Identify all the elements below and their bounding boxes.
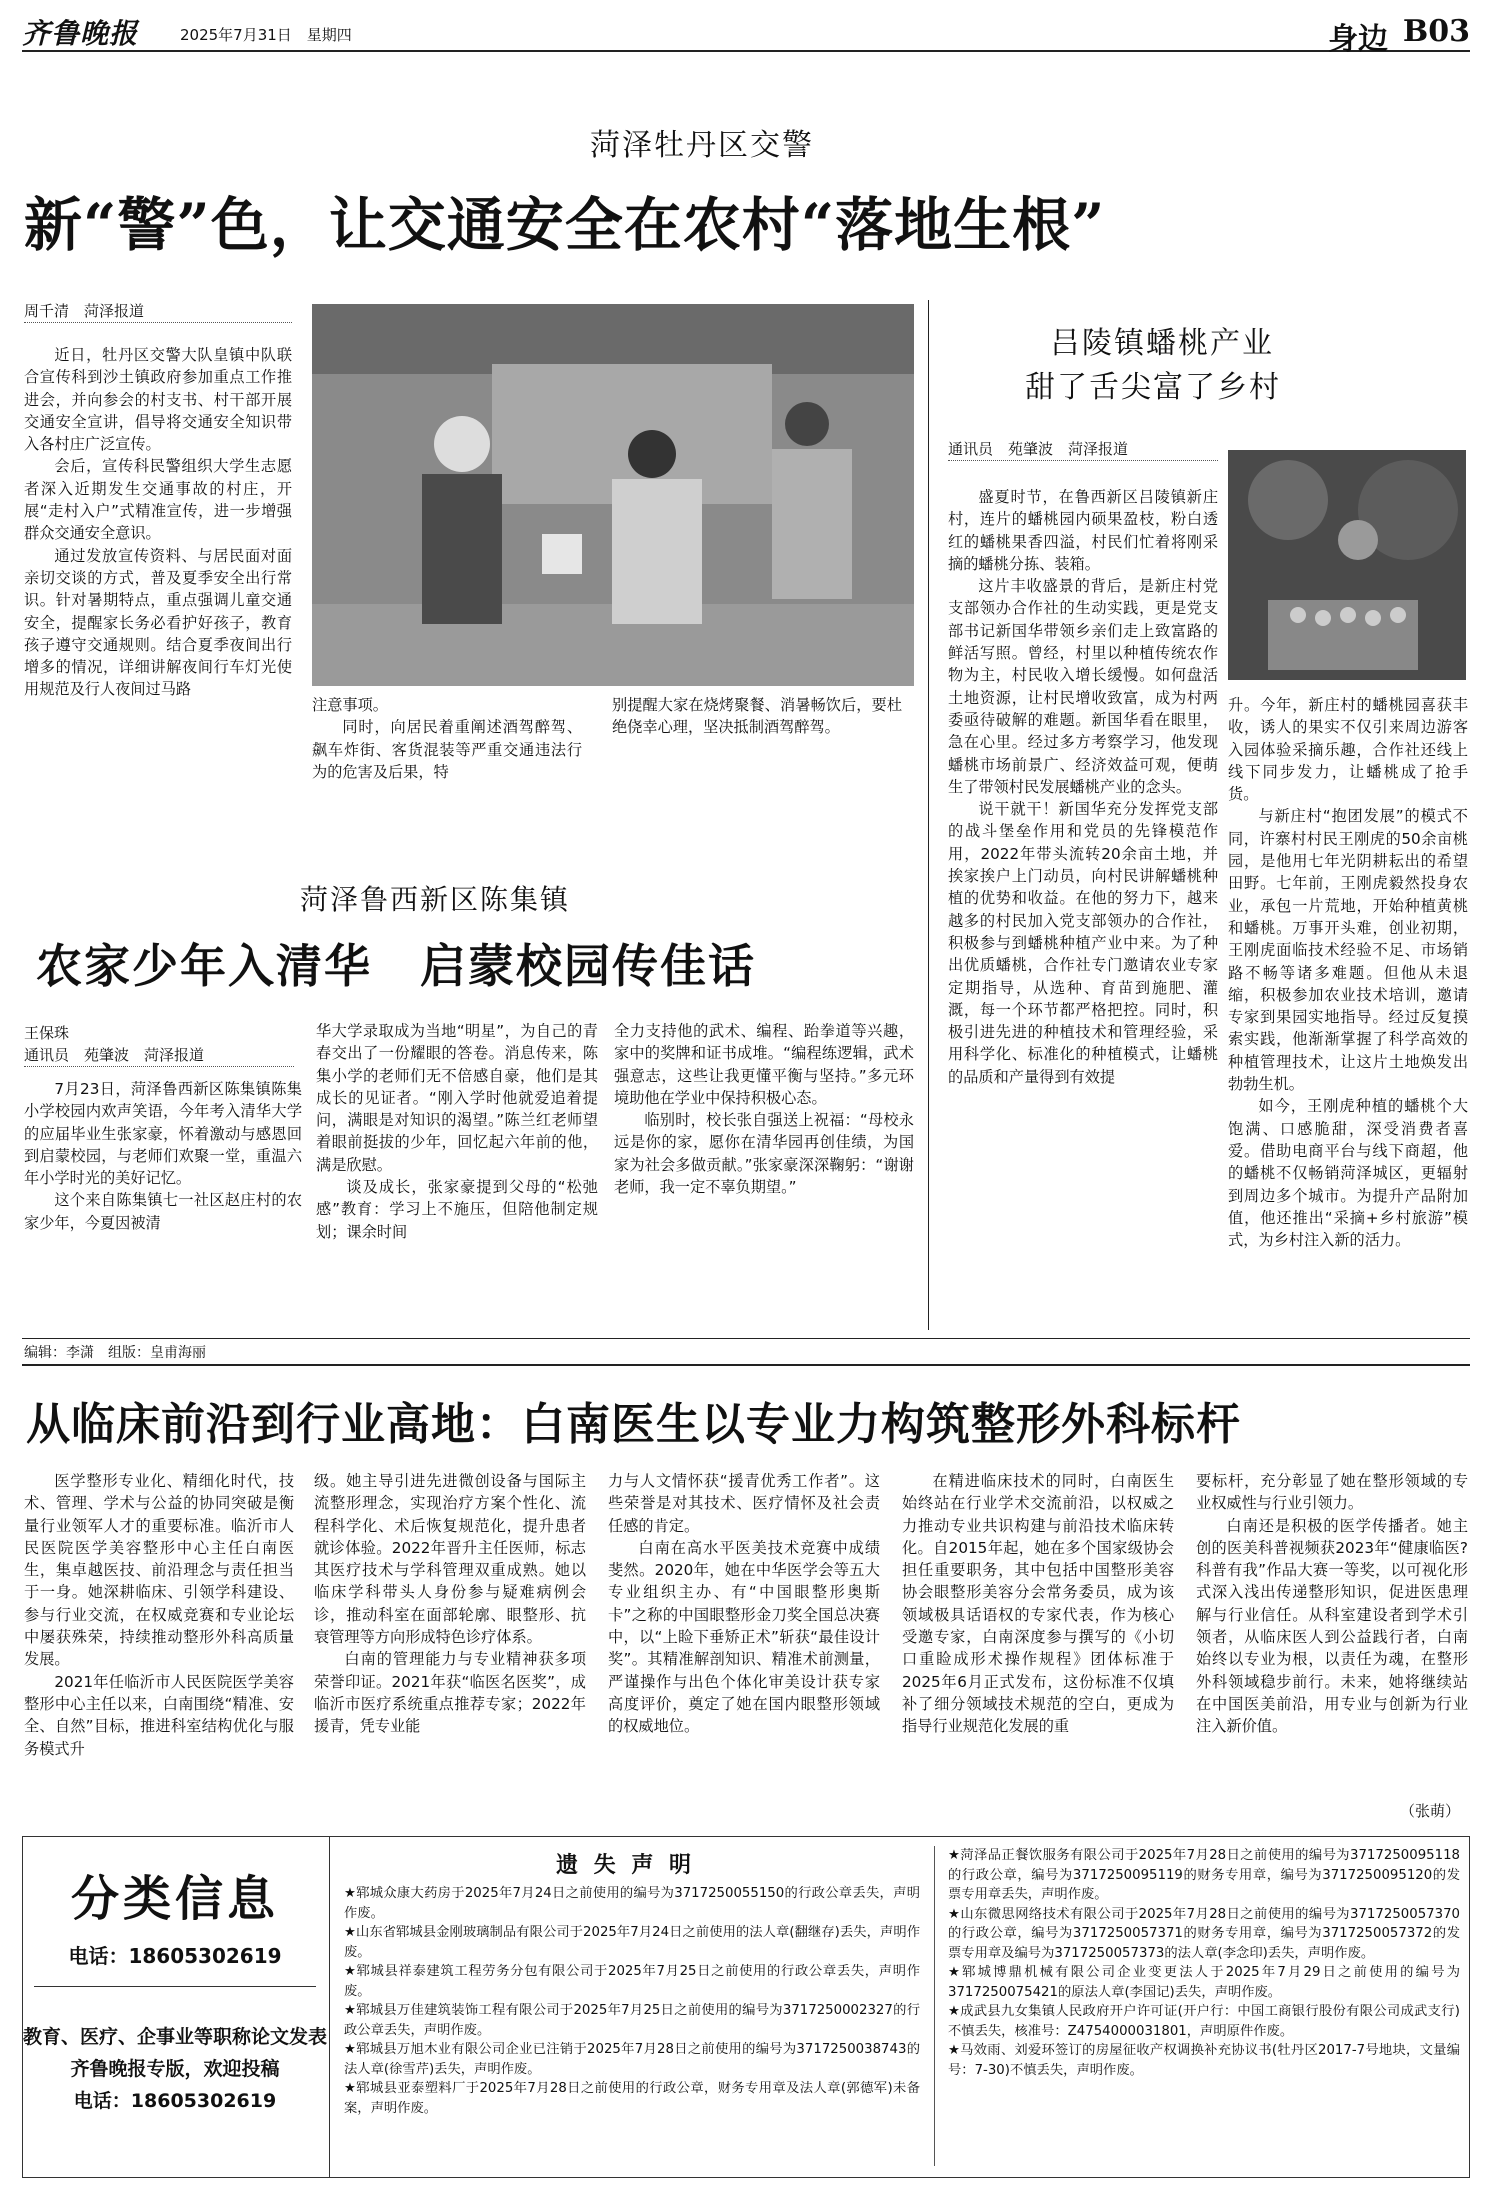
paragraph: 升。今年，新庄村的蟠桃园喜获丰收，诱人的果实不仅引来周边游客入园体验采摘乐趣，合作社还线上线下同步发力，让蟠桃成了抢手货。: [1228, 696, 1468, 804]
article1-byline: 周千清 菏泽报道: [24, 300, 292, 323]
notice-item: ★山东省郓城县金刚玻璃制品有限公司于2025年7月24日之前使用的法人章(翻继存)丢失，声明作废。: [344, 1925, 920, 1960]
paragraph: 2021年任临沂市人民医院医学美容整形中心主任以来，白南围绕“精准、安全、自然”目标，推进科室结构优化与服务模式升: [24, 1672, 294, 1758]
article1-col1: [24, 344, 292, 808]
page-number: B03: [1402, 14, 1470, 49]
notice-item: ★郓城县万佳建筑装饰工程有限公司于2025年7月25日之前使用的编号为3717250002327的行政公章丢失，声明作废。: [344, 2003, 920, 2038]
paragraph: 别提醒大家在烧烤聚餐、消暑畅饮后，要杜绝侥幸心理，坚决抵制酒驾醉驾。: [612, 696, 902, 737]
paragraph: 注意事项。: [312, 696, 388, 714]
paragraph: 近日，牡丹区交警大队皇镇中队联合宣传科到沙土镇政府参加重点工作推进会，并向参会的村支书、村干部开展交通安全宣讲，倡导将交通安全知识带入各村庄广泛宣传。: [24, 346, 292, 454]
notice-item: ★郓城县亚泰塑料厂于2025年7月28日之前使用的行政公章，财务专用章及法人章(郭德军)未备案，声明作废。: [344, 2081, 920, 2116]
article1-headline: 新“警”色，让交通安全在农村“落地生根”: [24, 191, 1106, 259]
photo-police-volunteers-icon: [312, 304, 914, 686]
classified-title: 分类信息: [70, 1871, 279, 1927]
masthead: [22, 12, 1470, 57]
column-divider: [934, 1846, 935, 2166]
paragraph: 在精进临床技术的同时，白南医生始终站在行业学术交流前沿，以权威之力推动专业共识构建与前沿技术临床转化。自2015年起，她在多个国家级协会担任重要职务，其中包括中国整形美容协会眼整形美容分会常务委员，成为该领域极具话语权的专家代表，作为核心受邀专家，白南深度参与撰写的《小切口重睑成形术操作规程》团体标准于2025年6月正式发布，这份标准不仅填补了细分领域技术规范的空白，更成为指导行业规范化发展的重: [902, 1472, 1174, 1736]
notice-item: ★成武县九女集镇人民政府开户许可证(开户行：中国工商银行股份有限公司成武支行)不慎丢失，核准号：Z4754000031801，声明原件作废。: [948, 2004, 1460, 2039]
classified-promo-phone: 电话：18605302619: [73, 2090, 277, 2112]
paragraph: 临别时，校长张自强送上祝福：“母校永远是你的家，愿你在清华园再创佳绩，为国家为社会多做贡献。”张家豪深深鞠躬：“谢谢老师，我一定不辜负期望。”: [614, 1111, 914, 1197]
newspaper-logo: 齐鲁晚报: [22, 17, 139, 50]
notice-item: ★郓城县万旭木业有限公司企业已注销于2025年7月28日之前使用的编号为3717250038743的法人章(徐雪芹)丢失，声明作废。: [344, 2042, 920, 2077]
paragraph: 要标杆，充分彰显了她在整形领域的专业权威性与行业引领力。: [1196, 1472, 1468, 1513]
article1-col3: [612, 694, 902, 804]
article2-byline1: 王保珠: [24, 1024, 70, 1042]
notices-left: [344, 1884, 920, 2118]
paragraph: 这个来自陈集镇七一社区赵庄村的农家少年，今夏因被清: [24, 1191, 302, 1232]
paragraph: 这片丰收盛景的背后，是新庄村党支部领办合作社的生动实践，更是党支部书记新国华带领乡亲们走上致富路的鲜活写照。曾经，村里以种植传统农作物为主，村民收入增长缓慢。如何盘活土地资源，让村民增收致富，成为村两委亟待破解的难题。新国华看在眼里，急在心里。经过多方考察学习，他发现蟠桃市场前景广、经济效益可观，便萌生了带领村民发展蟠桃产业的念头。: [948, 577, 1218, 796]
classified-promo-line1: 教育、医疗、企事业等职称论文发表: [22, 2026, 327, 2048]
notice-item: ★马效雨、刘爱环签订的房屋征收产权调换补充协议书(牡丹区2017-7号地块，文量编号：7-30)不慎丢失，声明作废。: [948, 2043, 1460, 2078]
article4-signature: （张萌）: [1400, 1802, 1461, 1820]
notice-item: ★郓城县祥泰建筑工程劳务分包有限公司于2025年7月25日之前使用的行政公章丢失，声明作废。: [344, 1964, 920, 1999]
divider: [22, 1364, 1470, 1366]
paragraph: 力与人文情怀获“援青优秀工作者”。这些荣誉是对其技术、医疗情怀及社会责任感的肯定。: [608, 1472, 880, 1535]
classified-promo-line2: 齐鲁晚报专版，欢迎投稿: [70, 2058, 280, 2080]
article4-col4: [902, 1470, 1174, 1822]
paragraph: 医学整形专业化、精细化时代，技术、管理、学术与公益的协同突破是衡量行业领军人才的重要标准。临沂市人民医院医学美容整形中心主任白南医生，集卓越医技、前沿理念与责任担当于一身。她深耕临床、引领学科建设、参与行业交流，在权威竞赛和专业论坛中屡获殊荣，持续推动整形外科高质量发展。: [24, 1472, 294, 1669]
paragraph: 同时，向居民着重阐述酒驾醉驾、飙车炸街、客货混装等严重交通违法行为的危害及后果，特: [312, 718, 582, 781]
paragraph: 谈及成长，张家豪提到父母的“松弛感”教育：学习上不施压，但陪他制定规划；课余时间: [316, 1178, 598, 1241]
article2-col1: [24, 1078, 302, 1330]
article3-byline: 通讯员 苑肇波 菏泽报道: [948, 438, 1218, 461]
article2-byline2: 通讯员 苑肇波 菏泽报道: [24, 1044, 294, 1067]
divider: [34, 1986, 316, 1987]
article4-col5: [1196, 1470, 1468, 1800]
issue-date: 2025年7月31日 星期四: [180, 26, 352, 44]
paragraph: 如今，王刚虎种植的蟠桃个大饱满、口感脆甜，深受消费者喜爱。借助电商平台与线下商超，他的蟠桃不仅畅销菏泽城区，更辐射到周边多个城市。为提升产品附加值，他还推出“采摘+乡村旅游”模式，为乡村注入新的活力。: [1228, 1097, 1468, 1250]
article4-col2: [314, 1470, 586, 1822]
photo-peach-orchard-icon: [1228, 450, 1466, 680]
notices-right: [948, 1846, 1460, 2080]
section-name: 身边: [1328, 22, 1388, 57]
classified-phone: 电话：18605302619: [68, 1944, 282, 1968]
notice-item: ★菏泽品正餐饮服务有限公司于2025年7月28日之前使用的编号为3717250095118的行政公章，编号为3717250095119的财务专用章，编号为3717250095120的发票专用章丢失，声明作废。: [948, 1848, 1460, 1902]
classified-sidebar: [22, 1836, 330, 2178]
article2-kicker: 菏泽鲁西新区陈集镇: [300, 883, 571, 916]
notice-title: 遗 失 声 明: [556, 1853, 695, 1878]
article3-col2: [1228, 694, 1468, 1330]
article4-headline: 从临床前沿到行业高地：白南医生以专业力构筑整形外科标杆: [26, 1399, 1241, 1450]
article2-col3: [614, 1020, 914, 1330]
article2-headline: 农家少年入清华 启蒙校园传佳话: [36, 939, 756, 993]
article4-col1: [24, 1470, 294, 1822]
paragraph: 白南的管理能力与专业精神获多项荣誉印证。2021年获“临医名医奖”，成临沂市医疗系统重点推荐专家；2022年援青，凭专业能: [314, 1650, 586, 1736]
notice-item: ★郓城博鼎机械有限公司企业变更法人于2025年7月29日之前使用的编号为3717250075421的原法人章(李国记)丢失，声明作废。: [948, 1965, 1460, 2000]
article3-photo: [1228, 450, 1466, 680]
article3-headline-line2: 甜了舌尖富了乡村: [1025, 370, 1281, 405]
paragraph: 全力支持他的武术、编程、跆拳道等兴趣，家中的奖牌和证书成堆。“编程练逻辑，武术强意志，这些让我更懂平衡与坚持。”多元环境助他在学业中保持积极心态。: [614, 1022, 914, 1107]
article4-col3: [608, 1470, 880, 1822]
paragraph: 白南还是积极的医学传播者。她主创的医美科普视频获2023年“健康临医?科普有我”作品大赛一等奖，以可视化形式深入浅出传递整形知识，促进医患理解与行业信任。从科室建设者到学术引领者，从临床医人到公益践行者，白南始终以专业为根，以责任为魂，在整形外科领域稳步前行。未来，她将继续站在中国医美前沿，用专业与创新为行业注入新价值。: [1196, 1516, 1468, 1736]
paragraph: 盛夏时节，在鲁西新区吕陵镇新庄村，连片的蟠桃园内硕果盈枝，粉白透红的蟠桃果香四溢，村民们忙着将刚采摘的蟠桃分拣、装箱。: [948, 488, 1218, 573]
article1-kicker: 菏泽牡丹区交警: [590, 128, 814, 163]
article1-col2: [312, 694, 582, 804]
article3-headline-line1: 吕陵镇蟠桃产业: [1050, 326, 1274, 361]
paragraph: 7月23日，菏泽鲁西新区陈集镇陈集小学校园内欢声笑语，今年考入清华大学的应届毕业生张家豪，怀着激动与感恩回到启蒙校园，与老师们欢聚一堂，重温六年小学时光的美好记忆。: [24, 1080, 302, 1188]
column-divider: [928, 300, 929, 1330]
article1-photo: [312, 304, 914, 686]
article3-col1: [948, 486, 1218, 1330]
paragraph: 会后，宣传科民警组织大学生志愿者深入近期发生交通事故的村庄，开展“走村入户”式精准宣传，进一步增强群众交通安全意识。: [24, 457, 292, 543]
article2-col2: [316, 1020, 598, 1330]
editor-line: 编辑：李潇 组版：皇甫海丽: [24, 1345, 206, 1361]
paragraph: 与新庄村“抱团发展”的模式不同，许寨村村民王刚虎的50余亩桃园，是他用七年光阴耕耘出的希望田野。七年前，王刚虎毅然投身农业，承包一片荒地，开始种植黄桃和蟠桃。万事开头难，创业初期，王刚虎面临技术经验不足、市场销路不畅等诸多难题。但他从未退缩，积极参加农业技术培训，邀请专家到果园实地指导。经过反复摸索实践，他渐渐掌握了科学高效的种植管理技术，让这片土地焕发出勃勃生机。: [1228, 807, 1468, 1094]
paragraph: 华大学录取成为当地“明星”，为自己的青春交出了一份耀眼的答卷。消息传来，陈集小学的老师们无不倍感自豪，他们是其成长的见证者。“刚入学时他就爱追着提问，满眼是对知识的渴望。”陈兰红老师望着眼前挺拔的少年，回忆起六年前的他，满是欣慰。: [316, 1022, 598, 1174]
paragraph: 说干就干！新国华充分发挥党支部的战斗堡垒作用和党员的先锋模范作用，2022年带头流转20余亩土地，并挨家挨户上门动员，向村民讲解蟠桃种植的优势和收益。在他的努力下，越来越多的村民加入党支部领办的合作社，积极参与到蟠桃种植产业中来。为了种出优质蟠桃，合作社专门邀请农业专家定期指导，从选种、育苗到施肥、灌溉，每一个环节都严格把控。同时，积极引进先进的种植技术和管理经验，采用科学化、标准化的种植模式，让蟠桃的品质和产量得到有效提: [948, 800, 1218, 1086]
divider: [22, 1338, 1470, 1339]
notice-item: ★郓城众康大药房于2025年7月24日之前使用的编号为3717250055150的行政公章丢失，声明作废。: [344, 1886, 920, 1921]
paragraph: 通过发放宣传资料、与居民面对面亲切交谈的方式，普及夏季安全出行常识。针对暑期特点，重点强调儿童交通安全，提醒家长务必看护好孩子，教育孩子遵守交通规则。结合夏季夜间出行增多的情况，详细讲解夜间行车灯光使用规范及行人夜间过马路: [24, 546, 292, 699]
notice-item: ★山东微思网络技术有限公司于2025年7月28日之前使用的编号为3717250057370的行政公章，编号为3717250057371的财务专用章，编号为3717250057372的发票专用章及编号为3717250057373的法人章(李念印)丢失，声明作废。: [948, 1906, 1460, 1961]
paragraph: 级。她主导引进先进微创设备与国际主流整形理念，实现治疗方案个性化、流程科学化、术后恢复规范化，提升患者就诊体验。2022年晋升主任医师，标志其医疗技术与学科管理双重成熟。她以临床学科带头人身份参与疑难病例会诊，推动科室在面部轮廓、眼整形、抗衰管理等方向形成特色诊疗体系。: [314, 1472, 586, 1647]
paragraph: 白南在高水平医美技术竞赛中成绩斐然。2020年，她在中华医学会等五大专业组织主办、有“中国眼整形奥斯卡”之称的中国眼整形金刀奖全国总决赛中，以“上睑下垂矫正术”斩获“最佳设计奖”。其精准解剖知识、精准术前测量，严谨操作与出色个体化审美设计获专家高度评价，奠定了她在国内眼整形领域的权威地位。: [608, 1538, 880, 1736]
